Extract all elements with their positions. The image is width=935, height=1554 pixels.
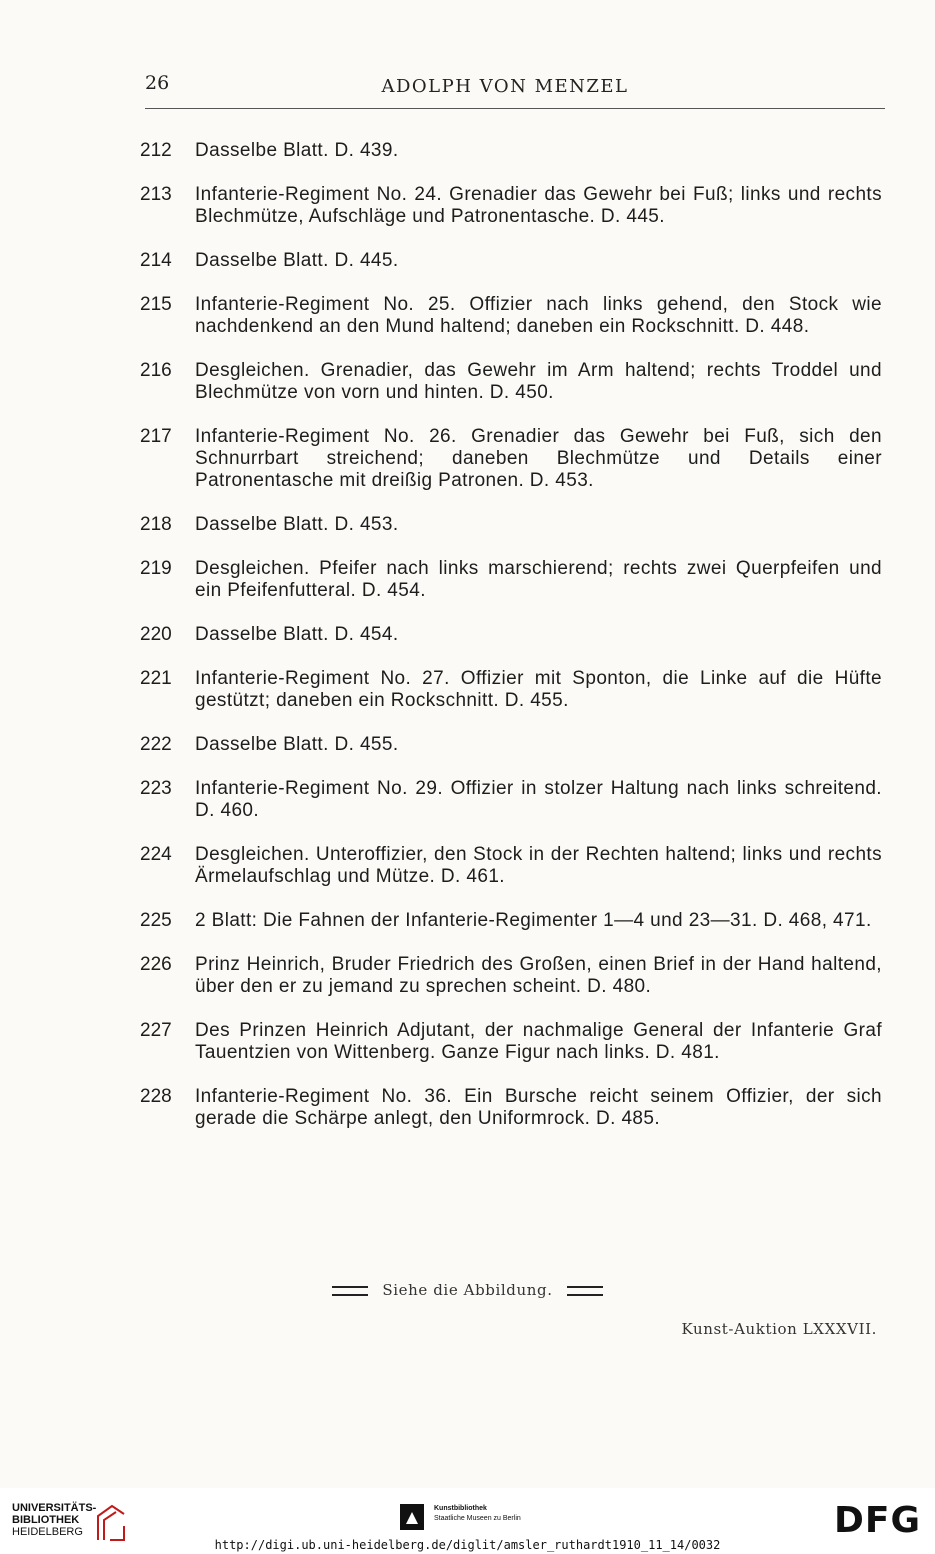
header-title: ADOLPH VON MENZEL (381, 76, 629, 97)
catalog-entry (140, 250, 882, 272)
entry-number: 218 (140, 514, 172, 535)
kb-line1: Kunstbibliothek (434, 1505, 487, 1512)
see-figure-note (0, 1281, 935, 1299)
entry-text: Des Prinzen Heinrich Adjutant, der nachmalige General der Infanterie Graf Tauentzien von Wittenberg. Ganze Figur nach links. D. 481. (195, 1020, 882, 1063)
kunstbibliothek-logo[interactable] (400, 1502, 580, 1534)
entry-text: Infanterie-Regiment No. 24. Grenadier das Gewehr bei Fuß; links und rechts Blechmütze, Aufschläge und Patronentasche. D. 445. (195, 184, 882, 227)
entry-number: 213 (140, 184, 172, 205)
catalog-entry (140, 558, 882, 602)
entry-text: Infanterie-Regiment No. 26. Grenadier das Gewehr bei Fuß, sich den Schnurrbart streichend; daneben Blechmütze und Details einer Patronentasche mit dreißig Patronen. D. 453. (195, 426, 882, 491)
entry-text: Infanterie-Regiment No. 36. Ein Bursche reicht seinem Offizier, der sich gerade die Schärpe anlegt, den Uniformrock. D. 485. (195, 1086, 882, 1129)
double-rule-left (332, 1286, 368, 1296)
catalog-entry (140, 140, 882, 162)
entry-text: Desgleichen. Pfeifer nach links marschierend; rechts zwei Querpfeifen und ein Pfeifenfutteral. D. 454. (195, 558, 882, 601)
double-rule-right (567, 1286, 603, 1296)
entry-number: 215 (140, 294, 172, 315)
ub-line2: BIBLIOTHEK (12, 1514, 80, 1526)
entry-number: 220 (140, 624, 172, 645)
entry-number: 225 (140, 910, 172, 931)
see-figure-text: Siehe die Abbildung. (382, 1281, 553, 1299)
catalog-entry (140, 844, 882, 888)
ub-line3: HEIDELBERG (12, 1526, 83, 1538)
entry-text: Dasselbe Blatt. D. 455. (195, 734, 399, 755)
header-rule (145, 108, 885, 109)
catalog-entry (140, 668, 882, 712)
entry-number: 227 (140, 1020, 172, 1041)
catalog-entry (140, 294, 882, 338)
footer-bar (0, 1488, 935, 1554)
catalog-entry (140, 1086, 882, 1130)
entry-number: 226 (140, 954, 172, 975)
dfg-logo[interactable]: DFG (833, 1500, 921, 1541)
entry-number: 217 (140, 426, 172, 447)
catalog-entry (140, 1020, 882, 1064)
catalog-entry (140, 426, 882, 492)
entry-text: Dasselbe Blatt. D. 445. (195, 250, 399, 271)
entry-text: Infanterie-Regiment No. 29. Offizier in stolzer Haltung nach links schreitend. D. 460. (195, 778, 882, 821)
kunstbibliothek-emblem-icon (400, 1504, 424, 1530)
entry-number: 221 (140, 668, 172, 689)
entry-text: Desgleichen. Unteroffizier, den Stock in der Rechten haltend; links und rechts Ärmelaufschlag und Mütze. D. 461. (195, 844, 882, 887)
catalog-entry (140, 910, 882, 932)
catalog-entry (140, 624, 882, 646)
entry-number: 219 (140, 558, 172, 579)
entry-number: 223 (140, 778, 172, 799)
entry-number: 222 (140, 734, 172, 755)
auction-label: Kunst-Auktion LXXXVII. (681, 1320, 877, 1338)
catalog-entry (140, 734, 882, 756)
ub-line1: UNIVERSITÄTS- (12, 1502, 97, 1514)
entry-number: 214 (140, 250, 172, 271)
entry-text: Dasselbe Blatt. D. 454. (195, 624, 399, 645)
catalog-entries (140, 140, 882, 1152)
university-library-logo[interactable] (12, 1502, 132, 1542)
catalog-entry (140, 184, 882, 228)
catalog-entry (140, 954, 882, 998)
entry-text: 2 Blatt: Die Fahnen der Infanterie-Regimenter 1—4 und 23—31. D. 468, 471. (195, 910, 872, 931)
entry-text: Infanterie-Regiment No. 25. Offizier nach links gehend, den Stock wie nachdenkend an den Mund haltend; daneben ein Rockschnitt. D. 448. (195, 294, 882, 337)
entry-number: 228 (140, 1086, 172, 1107)
page-number: 26 (145, 72, 170, 94)
running-header (145, 72, 885, 102)
entry-number: 224 (140, 844, 172, 865)
kb-line2: Staatliche Museen zu Berlin (434, 1515, 521, 1522)
entry-text: Dasselbe Blatt. D. 439. (195, 140, 399, 161)
entry-text: Desgleichen. Grenadier, das Gewehr im Arm haltend; rechts Troddel und Blechmütze von vorn und hinten. D. 450. (195, 360, 882, 403)
catalog-entry (140, 778, 882, 822)
entry-number: 216 (140, 360, 172, 381)
entry-text: Infanterie-Regiment No. 27. Offizier mit Sponton, die Linke auf die Hüfte gestützt; daneben ein Rockschnitt. D. 455. (195, 668, 882, 711)
entry-number: 212 (140, 140, 172, 161)
entry-text: Prinz Heinrich, Bruder Friedrich des Großen, einen Brief in der Hand haltend, über den er zu jemand zu sprechen scheint. D. 480. (195, 954, 882, 997)
permalink-url[interactable]: http://digi.ub.uni-heidelberg.de/diglit/amsler_ruthardt1910_11_14/0032 (214, 1538, 721, 1552)
catalog-entry (140, 360, 882, 404)
catalog-entry (140, 514, 882, 536)
ub-emblem-icon (90, 1502, 130, 1542)
entry-text: Dasselbe Blatt. D. 453. (195, 514, 399, 535)
